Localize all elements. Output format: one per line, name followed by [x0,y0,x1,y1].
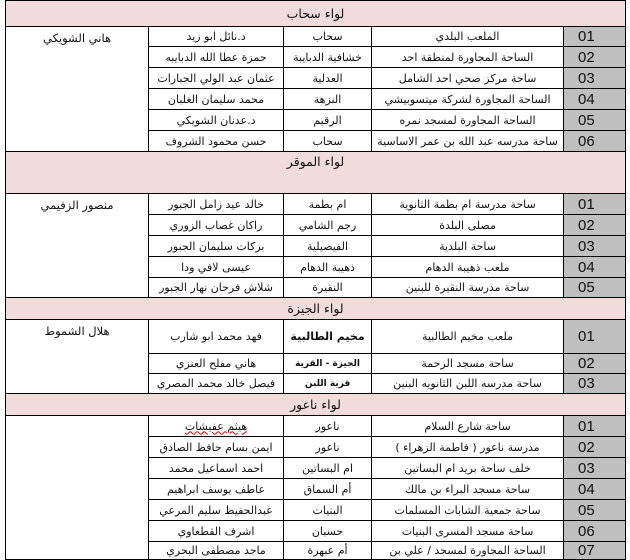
area-cell: رجم الشامي [284,215,372,236]
location-cell: خلف ساحة بريد ام البساتين [372,458,564,479]
area-cell: سحاب [284,27,372,47]
area-cell: النزهة [284,89,372,110]
supervisor-cell: هاني الشويكي [6,27,149,152]
row-number: 03 [564,374,626,394]
location-cell: ساحة مدرسه اللبن الثانويه البنين [372,374,564,394]
table-row [6,194,626,215]
person-cell: فهد محمد ابو شارب [149,320,284,354]
person-cell: احمد اسماعيل محمد [149,458,284,479]
area-cell: أم السماق [284,479,372,500]
person-cell: عثمان عبد الولي الجبارات [149,68,284,89]
area-cell: أم عبهرة [284,542,372,560]
person-cell: خالد عيد زامل الجبور [149,194,284,215]
row-number: 03 [564,68,626,89]
location-cell: ساحة جمعية الشابات المسلمات [372,500,564,521]
table-row [6,416,626,437]
row-number: 04 [564,89,626,110]
location-cell: ملعب مخيم الطالبية [372,320,564,354]
person-cell: هيثم عفيشات [149,416,284,437]
row-number: 03 [564,458,626,479]
person-cell: اشرف القطعاوي [149,521,284,542]
area-cell: ام بطمة [284,194,372,215]
person-cell: هاني مفلح العنزي [149,354,284,374]
person-cell: د.عدنان الشويكي [149,110,284,131]
area-cell: الرقيم [284,110,372,131]
person-cell: حسن محمود الشروف [149,131,284,152]
location-cell: ساحة مركز صحي احد الشامل [372,68,564,89]
row-number: 05 [564,110,626,131]
section-header-row [6,394,626,416]
location-cell: ساحة مسجد البراء بن مالك [372,479,564,500]
row-number: 04 [564,479,626,500]
area-cell: ذهيبة الدهام [284,257,372,278]
location-cell: الملعب البلدي [372,27,564,47]
area-cell: البنيات [284,500,372,521]
row-number: 01 [564,416,626,437]
row-number: 06 [564,521,626,542]
row-number: 03 [564,236,626,257]
section-title: لواء الموقر [6,152,626,194]
row-number: 01 [564,194,626,215]
row-number: 04 [564,257,626,278]
person-cell: فيصل خالد محمد المصري [149,374,284,394]
section-header-row [6,152,626,194]
row-number: 02 [564,47,626,68]
location-cell: ساحة شارع السلام [372,416,564,437]
section-title: لواء ناعور [6,394,626,416]
area-cell: الفيصيلية [284,236,372,257]
location-cell: ساحة البلدية [372,236,564,257]
location-cell: مصلى البلدة [372,215,564,236]
supervisor-cell: هلال الشموط [6,320,149,394]
person-cell: محمد سليمان الغلبان [149,89,284,110]
supervisor-cell [6,416,149,560]
person-cell: شلاش فرحان نهار الجبور [149,278,284,298]
location-cell: ساحة مسجد المسرى البنيات [372,521,564,542]
person-cell: ماجد مصطفى البحري [149,542,284,560]
area-cell: النقيرة [284,278,372,298]
location-cell: الساحة المجاورة لمسجد / علي بن [372,542,564,560]
area-cell: ام البساتين [284,458,372,479]
row-number: 05 [564,278,626,298]
row-number: 07 [564,542,626,560]
row-number: 02 [564,437,626,458]
location-cell: الساحة المجاورة لمسجد نمره [372,110,564,131]
area-cell: سحاب [284,131,372,152]
person-cell: عاطف يوسف ابراهيم [149,479,284,500]
location-cell: ساحة مدرسة النقيرة للبنين [372,278,564,298]
area-cell: ناعور [284,416,372,437]
section-title: لواء الجيزة [6,298,626,320]
row-number: 02 [564,215,626,236]
area-cell: الجيزة - القرية [284,354,372,374]
locations-table [5,0,626,560]
area-cell: ناعور [284,437,372,458]
row-number: 05 [564,500,626,521]
row-number: 01 [564,27,626,47]
area-cell: قرية اللبن [284,374,372,394]
location-cell: ساحة مدرسة ام بطمة الثانوية [372,194,564,215]
area-cell: خشافية الدبايبة [284,47,372,68]
section-header-row [6,1,626,27]
location-cell: ساحة مسجد الرحمة [372,354,564,374]
row-number: 02 [564,354,626,374]
row-number: 06 [564,131,626,152]
table-row [6,27,626,47]
area-cell: مخيم الطالبية [284,320,372,354]
location-cell: مدرسة ناعور ( فاطمة الزهراء ) [372,437,564,458]
location-cell: ساحة مدرسه عبد الله بن عمر الاساسية [372,131,564,152]
area-cell: العدلية [284,68,372,89]
section-header-row [6,298,626,320]
table-row [6,320,626,354]
location-cell: الساحة المجاورة لمنطقة احد [372,47,564,68]
section-title: لواء سحاب [6,1,626,27]
person-cell: بركات سليمان الجبور [149,236,284,257]
person-cell: راكان غصاب الزوري [149,215,284,236]
location-cell: ملعب ذهيبة الدهام [372,257,564,278]
person-cell: د.نائل ابو زيد [149,27,284,47]
supervisor-cell: منصور الزفيمي [6,194,149,298]
person-cell: حمزة عطا الله الدبايبه [149,47,284,68]
person-cell: عيسى لافي ودا [149,257,284,278]
area-cell: حسبان [284,521,372,542]
location-cell: الساحة المجاورة لشركة ميتسوبيشي [372,89,564,110]
person-cell: ايمن بسام حافظ الصادق [149,437,284,458]
row-number: 01 [564,320,626,354]
document-page [5,0,625,560]
person-cell: عبدالحفيظ سليم المرعي [149,500,284,521]
